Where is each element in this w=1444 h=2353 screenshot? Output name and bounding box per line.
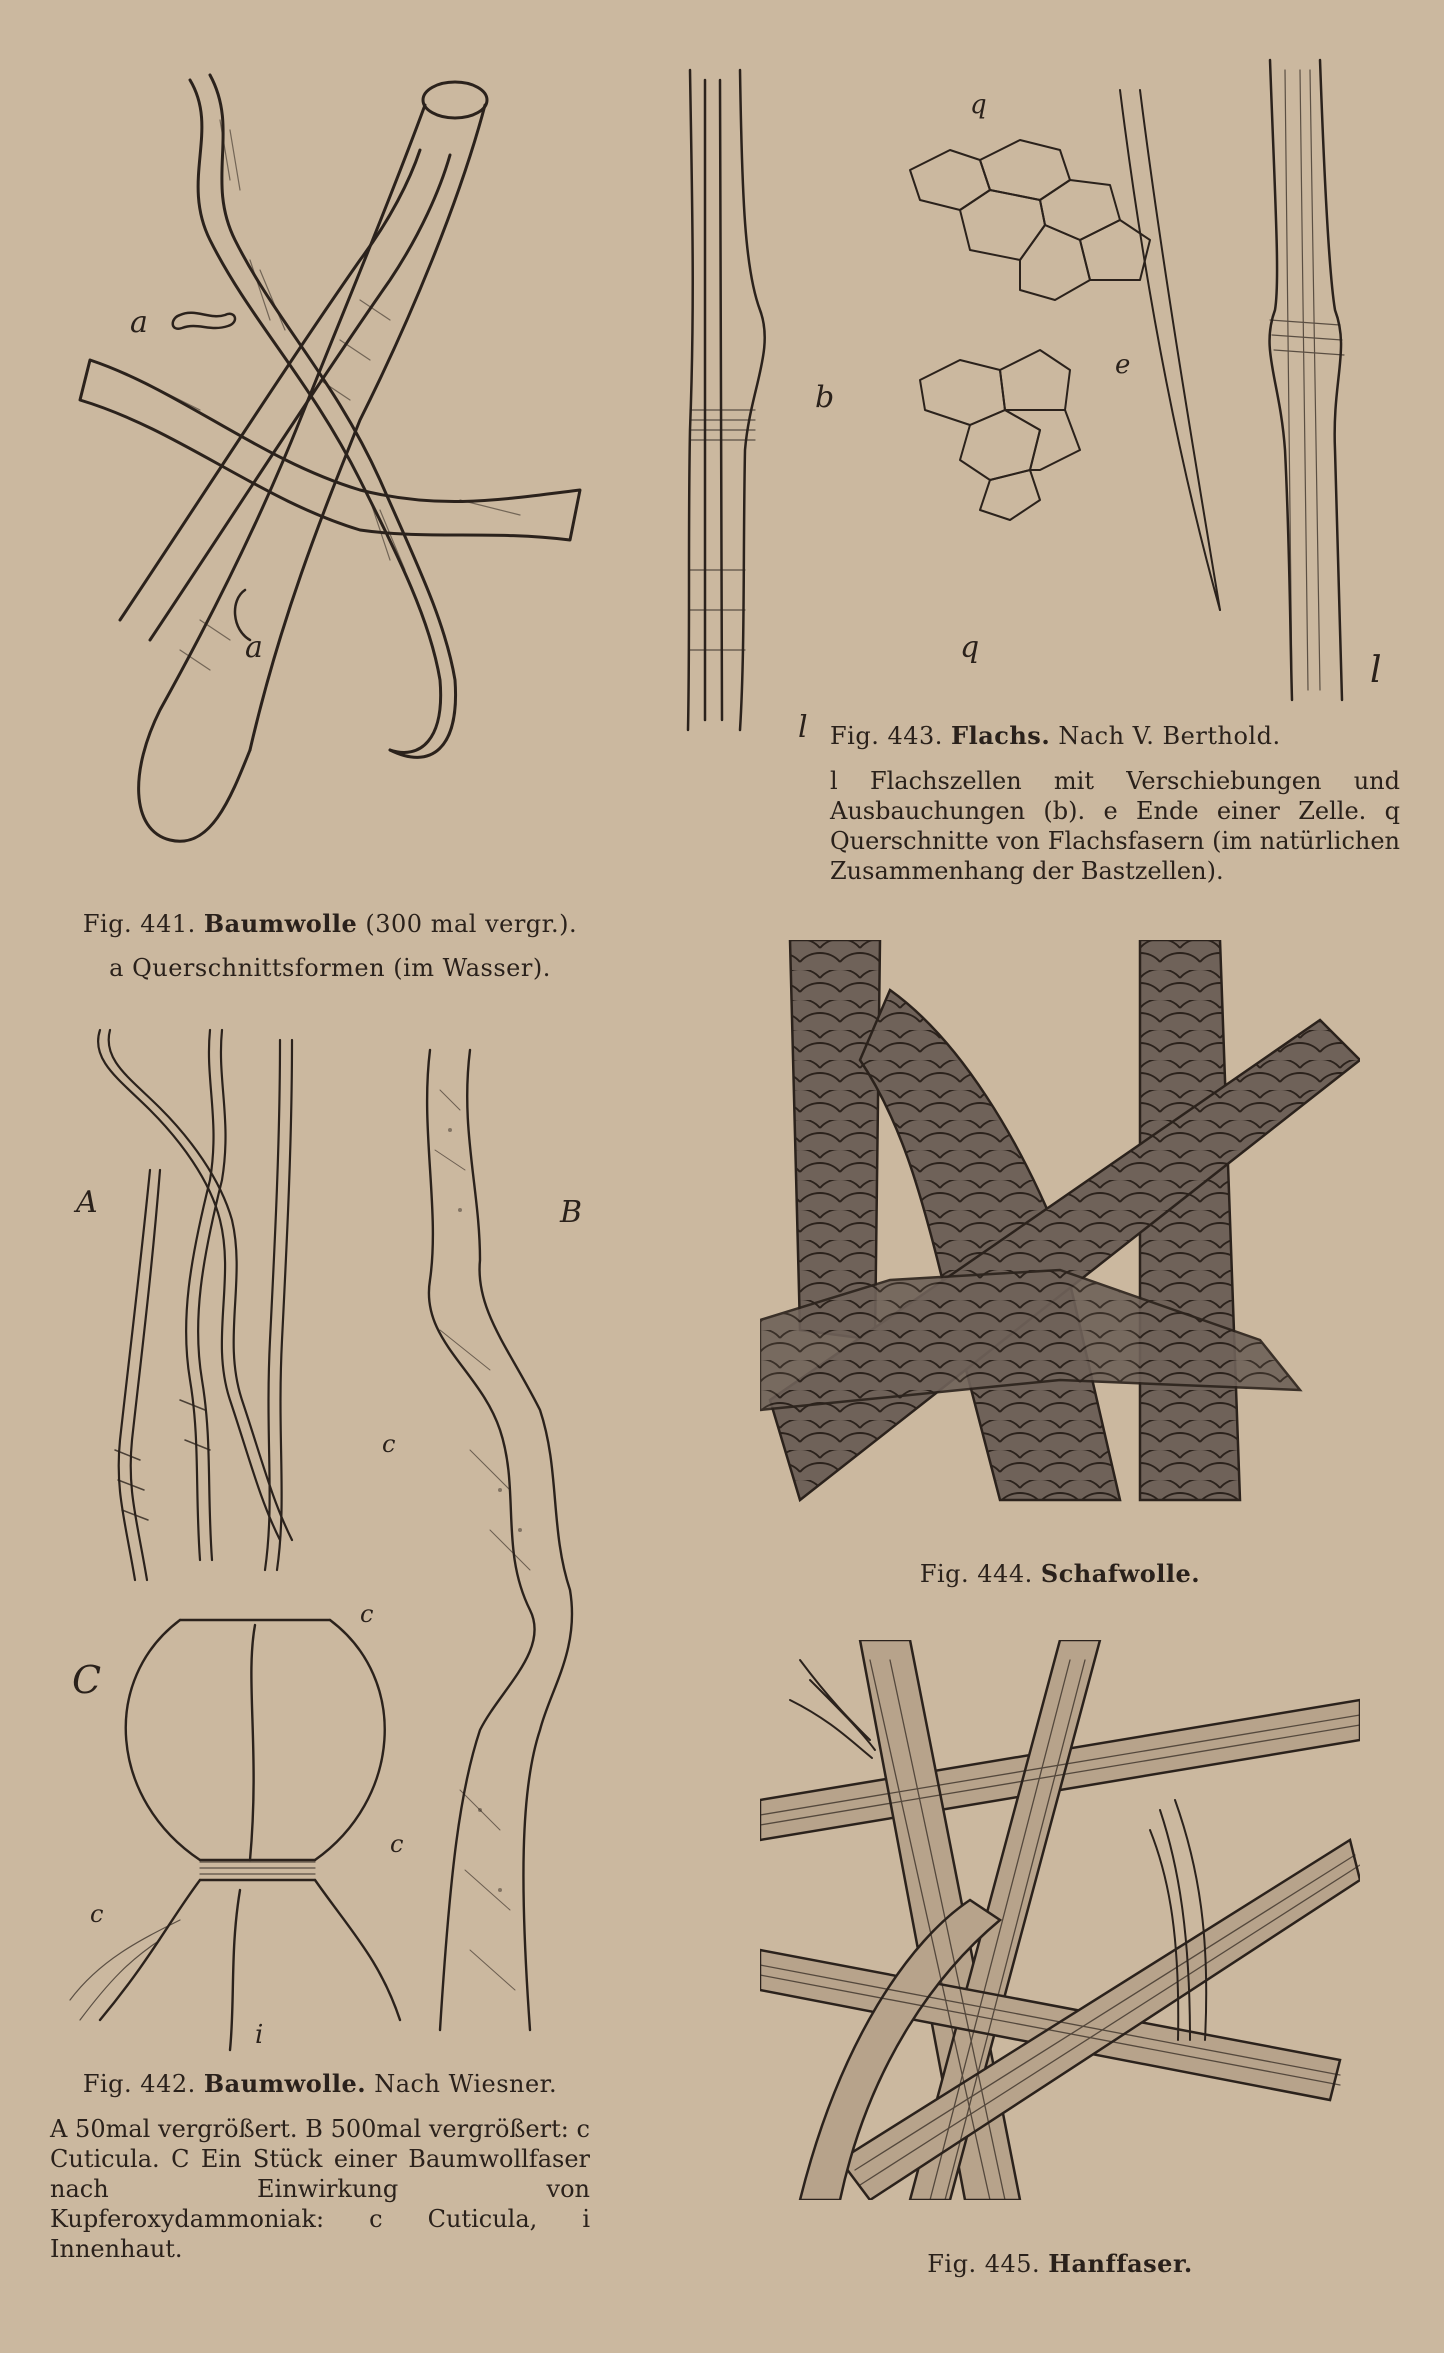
fig443-label-q-bottom: q (960, 630, 980, 665)
fig443-title: Flachs. (951, 721, 1051, 750)
fig443-label-l-left: l (798, 710, 808, 745)
fig444-title: Schafwolle. (1040, 1559, 1201, 1588)
fig443-author: Nach V. Berthold. (1058, 722, 1281, 750)
fig442-caption (50, 2068, 590, 2100)
fig441-caption (60, 908, 600, 940)
fig442-label-c-bottom-left: c (90, 1900, 104, 1928)
fig442-number: Fig. 442. (82, 2070, 196, 2098)
fig442-label-C: C (72, 1658, 102, 1702)
fig442-label-A: A (76, 1185, 98, 1220)
fig445-illustration (760, 1640, 1360, 2200)
fig441-subcaption: a Querschnittsformen (im Wasser). (109, 954, 551, 982)
fig442-label-B: B (560, 1195, 583, 1230)
fig441-illustration (60, 60, 600, 900)
fig443-caption (830, 720, 1410, 752)
fig443-label-l-right: l (1370, 650, 1382, 691)
fig444-caption (760, 1558, 1360, 1590)
fig442-title: Baumwolle. (203, 2069, 367, 2098)
fig441-label-a-bottom: a (245, 630, 263, 665)
fig442-label-i: i (255, 2020, 264, 2050)
fig441-number: Fig. 441. (82, 910, 196, 938)
fig443-label-b: b (815, 380, 835, 415)
fig442-label-c-lower: c (390, 1830, 404, 1858)
fig445-title: Hanffaser. (1048, 2249, 1193, 2278)
fig443-number: Fig. 443. (830, 722, 943, 750)
fig444-number: Fig. 444. (919, 1560, 1033, 1588)
fig441-detail: (300 mal vergr.). (365, 910, 578, 938)
fig442-A-illustration (60, 1020, 360, 1590)
fig441-title: Baumwolle (203, 909, 358, 938)
fig442-description: A 50mal vergrößert. B 500mal vergrößert: c Cuticula. C Ein Stück einer Baumwollfaser nach Einwirkung von Kupferoxydammoniak: c Cuticula, i Innenhaut. (50, 2115, 590, 2263)
fig441-label-a-top: a (130, 305, 148, 340)
fig444-illustration (760, 940, 1360, 1520)
fig442-author: Nach Wiesner. (374, 2070, 558, 2098)
fig443-label-q-top: q (970, 90, 987, 120)
fig445-number: Fig. 445. (927, 2250, 1041, 2278)
fig442-C-illustration (60, 1600, 420, 2060)
fig443-label-e: e (1115, 350, 1131, 380)
fig445-caption (760, 2248, 1360, 2280)
fig443-description: l Flachszellen mit Verschiebungen und Ausbauchungen (b). e Ende einer Zelle. q Querschnitte von Flachsfasern (im natürlichen Zusammenhang der Bastzellen). (830, 767, 1400, 885)
fig442-label-c-upper: c (382, 1430, 396, 1458)
fig442-label-c-top-right: c (360, 1600, 374, 1628)
fig443-illustration (660, 50, 1400, 750)
